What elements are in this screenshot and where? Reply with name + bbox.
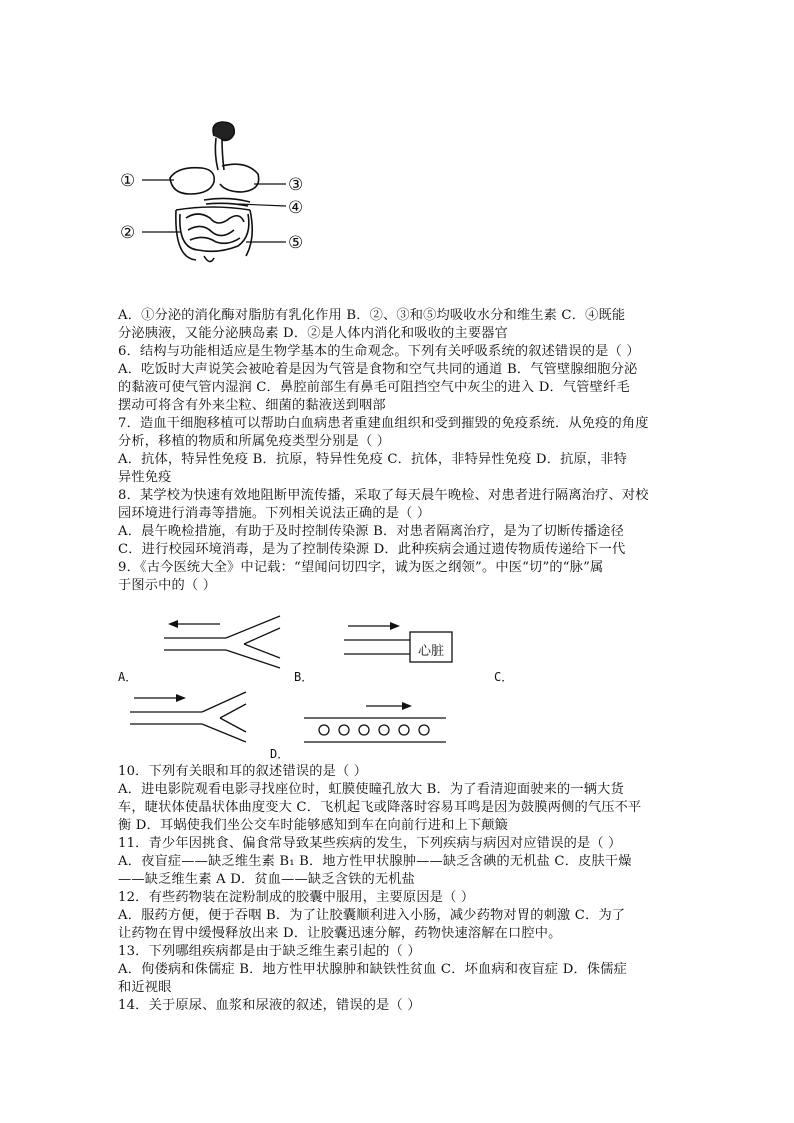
q10-option-line: 衡 D．耳蜗使我们坐公交车时能够感知到车在向前行进和上下颠簸 (118, 818, 509, 833)
q6-option-line: A．吃饭时大声说笑会被呛着是因为气管是食物和空气共同的通道 B．气管壁腺细胞分泌 (118, 362, 638, 377)
q7-stem: 7．造血干细胞移植可以帮助白血病患者重建血组织和受到摧毁的免疫系统．从免疫的角度 (118, 416, 649, 431)
q6-option-line: 的黏液可使气管内湿润 C．鼻腔前部生有鼻毛可阻挡空气中灰尘的进入 D．气管壁纤毛 (118, 380, 630, 395)
q9-option-d-label: D． (270, 747, 290, 761)
q12-option-line: 让药物在胃中缓慢释放出来 D．让胶囊迅速分解，药物快速溶解在口腔中。 (118, 926, 562, 941)
q12-option-line: A．服药方便，便于吞咽 B．为了让胶囊顺利进入小肠，减少药物对胃的刺激 C．为了 (118, 908, 626, 923)
q9-option-b-label: B． (294, 670, 314, 684)
q11-option-line: A．夜盲症——缺乏维生素 B₁ B．地方性甲状腺肿——缺乏含碘的无机盐 C．皮肤干燥 (118, 854, 632, 869)
q9-figure-c (126, 690, 256, 744)
q8-option-line: C．进行校园环境消毒，是为了控制传染源 D．此种疾病会通过遗传物质传递给下一代 (118, 542, 626, 557)
q11-stem: 11．青少年因挑食、偏食常导致某些疾病的发生，下列疾病与病因对应错误的是（ ） (118, 836, 622, 851)
heart-label: 心脏 (418, 644, 445, 659)
q7-option-line: A．抗体，特异性免疫 B．抗原，特异性免疫 C．抗体，非特异性免疫 D．抗原，非特 (118, 452, 628, 467)
q9-option-c-label: C． (494, 670, 514, 684)
q13-stem: 13．下列哪组疾病都是由于缺乏维生素引起的（ ） (118, 944, 421, 959)
q6-stem: 6．结构与功能相适应是生物学基本的生命观念。下列有关呼吸系统的叙述错误的是（ ） (118, 344, 640, 359)
q9-stem: 9．《古今医统大全》中记载：“望闻问切四字，诚为医之纲领”。中医“切”的“脉”属 (118, 560, 604, 575)
q10-option-line: 车，睫状体使晶状体曲度变大 C．飞机起飞或降落时容易耳鸣是因为鼓膜两侧的气压不平 (118, 800, 642, 815)
marker-2: ② (120, 223, 136, 243)
q14-stem: 14．关于原尿、血浆和尿液的叙述，错误的是（ ） (118, 998, 421, 1013)
marker-5: ⑤ (288, 233, 304, 253)
q8-option-line: A．晨午晚检措施，有助于及时控制传染源 B．对患者隔离治疗，是为了切断传播途径 (118, 524, 624, 539)
q5-option-line: A．①分泌的消化酶对脂肪有乳化作用 B．②、③和⑤均吸收水分和维生素 C．④既能 (118, 308, 626, 323)
q9-stem: 于图示中的（ ） (118, 578, 217, 593)
q5-option-line: 分泌胰液，又能分泌胰岛素 D．②是人体内消化和吸收的主要器官 (118, 326, 509, 341)
digestive-system-figure (118, 118, 318, 268)
q7-stem: 分析，移植的物质和所属免疫类型分别是（ ） (118, 434, 391, 449)
q8-stem: 园环境进行消毒等措施。下列相关说法正确的是（ ） (118, 506, 431, 521)
marker-3: ③ (288, 175, 304, 195)
q11-option-line: ——缺乏维生素 A D．贫血——缺乏含铁的无机盐 (118, 872, 416, 887)
marker-1: ① (120, 171, 136, 191)
q9-figure-d (302, 700, 448, 748)
q10-option-line: A．进电影院观看电影寻找座位时，虹膜使瞳孔放大 B．为了看清迎面驶来的一辆大货 (118, 782, 624, 797)
q6-option-line: 摆动可将含有外来尘粒、细菌的黏液送到咽部 (118, 398, 386, 413)
q12-stem: 12．有些药物装在淀粉制成的胶囊中服用，主要原因是（ ） (118, 890, 475, 905)
q13-option-line: 和近视眼 (118, 980, 172, 995)
q10-stem: 10．下列有关眼和耳的叙述错误的是（ ） (118, 764, 368, 779)
marker-4: ④ (288, 198, 304, 218)
q8-stem: 8．某学校为快速有效地阻断甲流传播，采取了每天晨午晚检、对患者进行隔离治疗、对校 (118, 488, 649, 503)
q7-option-line: 异性免疫 (118, 470, 172, 485)
q9-figure-a (160, 612, 290, 670)
q9-option-a-label: A． (118, 670, 138, 684)
q13-option-line: A．佝偻病和侏儒症 B．地方性甲状腺肿和缺铁性贫血 C．坏血病和夜盲症 D．侏儒症 (118, 962, 628, 977)
